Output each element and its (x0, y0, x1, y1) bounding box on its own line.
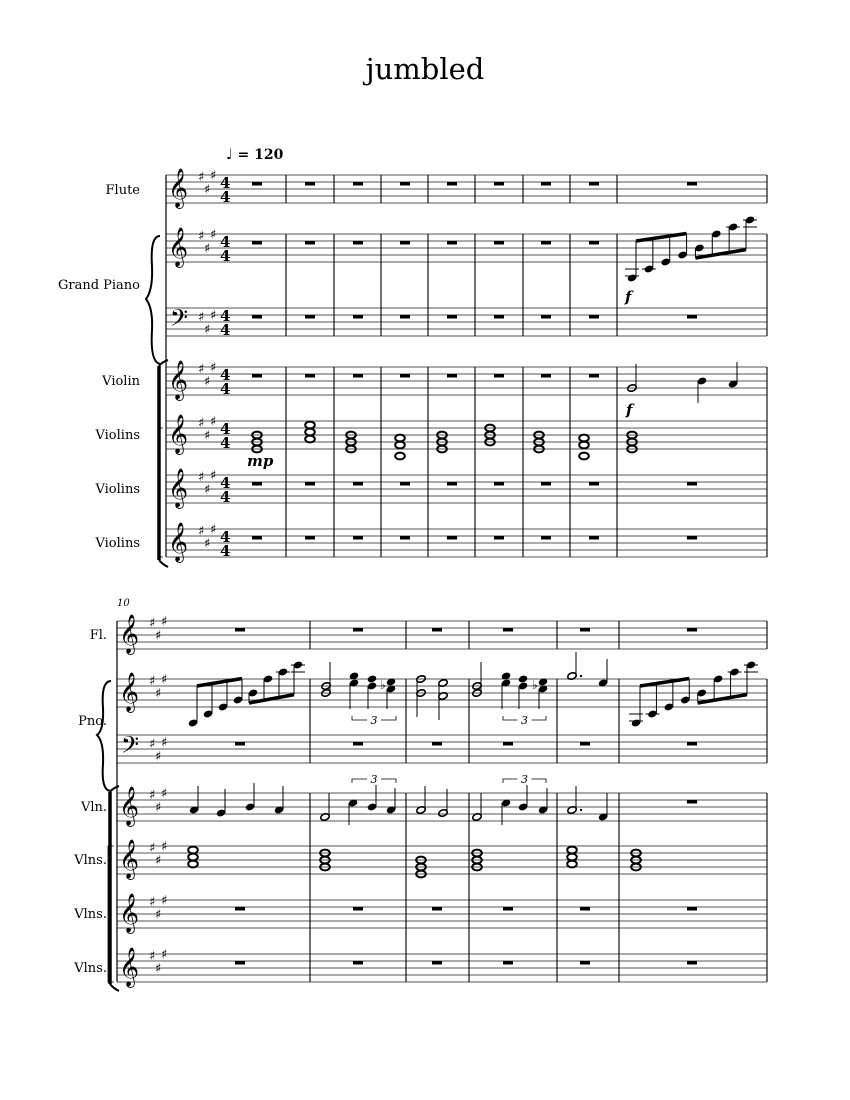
whole-rest-icon (541, 482, 551, 486)
whole-rest-icon (687, 536, 697, 540)
dynamic-f: f (626, 401, 633, 419)
whole-rest-icon (580, 742, 590, 746)
whole-rest-icon (447, 315, 457, 319)
whole-rest-icon (353, 182, 363, 186)
whole-rest-icon (503, 961, 513, 965)
dynamic-mp: mp (247, 452, 274, 470)
instrument-label-vlns-3: Vlns. (74, 961, 107, 976)
treble-clef-icon: 𝄞 (119, 893, 140, 933)
sharp-icon: ♯ (198, 170, 205, 185)
tempo-text: = 120 (237, 147, 284, 163)
sharp-icon: ♯ (149, 674, 156, 689)
note-head (518, 674, 528, 683)
whole-rest-icon (432, 628, 442, 632)
sharp-icon: ♯ (198, 524, 205, 539)
whole-note-icon (579, 435, 589, 442)
treble-clef-icon: 𝄞 (119, 614, 140, 654)
instrument-label-vlns-2: Vlns. (74, 907, 107, 922)
sharp-icon: ♯ (155, 749, 162, 765)
time-signature-top: 4 (220, 420, 231, 438)
whole-rest-icon (400, 182, 410, 186)
sharp-icon: ♯ (161, 839, 168, 855)
whole-rest-icon (687, 182, 697, 186)
sharp-icon: ♯ (204, 322, 211, 338)
time-signature-bottom: 4 (220, 380, 231, 398)
whole-rest-icon (353, 241, 363, 245)
whole-rest-icon (503, 628, 513, 632)
piano-brace-icon-2 (97, 681, 111, 791)
instrument-label-piano: Grand Piano (57, 278, 140, 293)
time-signature-top: 4 (220, 233, 231, 251)
sharp-icon: ♯ (149, 895, 156, 910)
time-signature-top: 4 (220, 307, 231, 325)
whole-note-icon (567, 861, 577, 868)
sharp-icon: ♯ (155, 686, 162, 702)
whole-rest-icon (494, 182, 504, 186)
whole-rest-icon (687, 482, 697, 486)
sharp-icon: ♯ (210, 168, 217, 184)
sharp-icon: ♯ (204, 482, 211, 498)
whole-note-icon (567, 854, 577, 861)
sharp-icon: ♯ (204, 241, 211, 257)
whole-rest-icon (353, 315, 363, 319)
whole-note-icon (579, 442, 589, 449)
whole-note-icon (188, 861, 198, 868)
whole-note-icon (188, 847, 198, 854)
sharp-icon: ♯ (149, 788, 156, 803)
sharp-icon: ♯ (198, 470, 205, 485)
whole-rest-icon (687, 800, 697, 804)
whole-rest-icon (494, 482, 504, 486)
whole-rest-icon (589, 182, 599, 186)
sharp-icon: ♯ (155, 853, 162, 869)
time-signature-top: 4 (220, 174, 231, 192)
whole-rest-icon (353, 907, 363, 911)
flat-icon: ♭ (532, 678, 538, 692)
whole-rest-icon (541, 315, 551, 319)
whole-rest-icon (687, 315, 697, 319)
time-signature-bottom: 4 (220, 488, 231, 506)
beam (249, 695, 294, 703)
time-signature-top: 4 (220, 474, 231, 492)
treble-clef-icon: 𝄞 (168, 168, 189, 208)
sharp-icon: ♯ (198, 362, 205, 377)
whole-rest-icon (235, 961, 245, 965)
sharp-icon: ♯ (204, 374, 211, 390)
treble-clef-icon: 𝄞 (168, 468, 189, 508)
quarter-note-icon: ♩ (226, 147, 233, 163)
time-signature-bottom: 4 (220, 188, 231, 206)
whole-rest-icon (353, 628, 363, 632)
sharp-icon: ♯ (210, 522, 217, 538)
sharp-icon: ♯ (155, 628, 162, 644)
sharp-icon: ♯ (210, 360, 217, 376)
sharp-icon: ♯ (210, 414, 217, 430)
instrument-label-vln: Vln. (80, 800, 107, 815)
whole-rest-icon (687, 628, 697, 632)
whole-rest-icon (252, 315, 262, 319)
bracket-bottom (159, 560, 168, 567)
treble-clef-icon: 𝄞 (168, 227, 189, 267)
whole-rest-icon (432, 907, 442, 911)
sharp-icon: ♯ (204, 428, 211, 444)
time-signature-top: 4 (220, 366, 231, 384)
whole-rest-icon (305, 482, 315, 486)
whole-rest-icon (305, 241, 315, 245)
treble-clef-icon: 𝄞 (168, 522, 189, 562)
whole-rest-icon (580, 961, 590, 965)
instrument-label-vlns-1: Vlns. (74, 853, 107, 868)
whole-rest-icon (305, 536, 315, 540)
whole-note-icon (305, 429, 315, 436)
whole-rest-icon (432, 961, 442, 965)
sharp-icon: ♯ (161, 614, 168, 630)
sharp-icon: ♯ (161, 672, 168, 688)
whole-rest-icon (589, 482, 599, 486)
piano-brace-icon (146, 236, 160, 364)
sharp-icon: ♯ (149, 616, 156, 631)
treble-clef-icon: 𝄞 (119, 672, 140, 712)
bass-clef-icon: 𝄢 (121, 731, 140, 764)
whole-rest-icon (687, 961, 697, 965)
whole-rest-icon (494, 241, 504, 245)
whole-rest-icon (687, 907, 697, 911)
whole-rest-icon (447, 536, 457, 540)
whole-note-icon (305, 422, 315, 429)
whole-rest-icon (494, 315, 504, 319)
time-signature-bottom: 4 (220, 321, 231, 339)
whole-rest-icon (541, 374, 551, 378)
whole-rest-icon (580, 907, 590, 911)
instrument-label-violins-1: Violins (95, 428, 140, 443)
instrument-label-violins-3: Violins (95, 536, 140, 551)
tuplet-number: 3 (521, 773, 528, 786)
whole-rest-icon (400, 536, 410, 540)
bracket-top-2 (110, 786, 119, 792)
whole-rest-icon (353, 961, 363, 965)
sharp-icon: ♯ (161, 947, 168, 963)
whole-rest-icon (447, 241, 457, 245)
beam (636, 234, 687, 242)
whole-rest-icon (353, 742, 363, 746)
whole-rest-icon (400, 241, 410, 245)
bass-clef-icon: 𝄢 (170, 304, 189, 337)
whole-rest-icon (541, 241, 551, 245)
dynamic-f: f (625, 288, 632, 306)
whole-note-icon (395, 435, 405, 442)
whole-rest-icon (541, 182, 551, 186)
whole-note-icon (579, 453, 589, 460)
sharp-icon: ♯ (210, 308, 217, 324)
whole-rest-icon (541, 536, 551, 540)
tuplet-number: 3 (370, 714, 378, 727)
treble-clef-icon: 𝄞 (168, 360, 189, 400)
whole-rest-icon (447, 182, 457, 186)
whole-rest-icon (580, 628, 590, 632)
note-head (367, 674, 377, 683)
whole-note-icon (395, 453, 405, 460)
whole-note-icon (188, 854, 198, 861)
sharp-icon: ♯ (204, 182, 211, 198)
sharp-icon: ♯ (155, 907, 162, 923)
treble-clef-icon: 𝄞 (168, 414, 189, 454)
time-signature-bottom: 4 (220, 542, 231, 560)
treble-clef-icon: 𝄞 (119, 839, 140, 879)
sharp-icon: ♯ (149, 737, 156, 752)
dot (580, 675, 582, 677)
whole-rest-icon (400, 315, 410, 319)
measure-number: 10 (117, 598, 130, 609)
instrument-label-pno: Pno. (78, 714, 107, 729)
sharp-icon: ♯ (149, 949, 156, 964)
sharp-icon: ♯ (155, 961, 162, 977)
whole-rest-icon (353, 374, 363, 378)
whole-rest-icon (494, 374, 504, 378)
whole-rest-icon (353, 536, 363, 540)
instrument-label-fl: Fl. (89, 628, 107, 643)
whole-rest-icon (687, 742, 697, 746)
whole-rest-icon (589, 241, 599, 245)
whole-rest-icon (252, 536, 262, 540)
sharp-icon: ♯ (155, 800, 162, 816)
treble-clef-icon: 𝄞 (119, 786, 140, 826)
sharp-icon: ♯ (210, 227, 217, 243)
whole-note-icon (567, 847, 577, 854)
bracket-bottom-2 (110, 984, 119, 991)
sharp-icon: ♯ (161, 786, 168, 802)
whole-rest-icon (503, 742, 513, 746)
sharp-icon: ♯ (161, 735, 168, 751)
instrument-label-violins-2: Violins (95, 482, 140, 497)
whole-rest-icon (432, 742, 442, 746)
dot (580, 809, 582, 811)
whole-rest-icon (400, 374, 410, 378)
whole-rest-icon (235, 628, 245, 632)
bracket-top (159, 360, 168, 366)
whole-rest-icon (252, 482, 262, 486)
whole-rest-icon (447, 482, 457, 486)
whole-rest-icon (305, 374, 315, 378)
whole-rest-icon (252, 182, 262, 186)
sharp-icon: ♯ (210, 468, 217, 484)
sharp-icon: ♯ (198, 310, 205, 325)
sharp-icon: ♯ (149, 841, 156, 856)
beam (695, 250, 746, 258)
sharp-icon: ♯ (198, 416, 205, 431)
whole-rest-icon (589, 374, 599, 378)
time-signature-top: 4 (220, 528, 231, 546)
sharp-icon: ♯ (204, 536, 211, 552)
whole-rest-icon (353, 482, 363, 486)
beam (698, 695, 747, 703)
whole-rest-icon (400, 482, 410, 486)
sharp-icon: ♯ (198, 229, 205, 244)
whole-rest-icon (305, 182, 315, 186)
whole-rest-icon (235, 742, 245, 746)
score-title: jumbled (365, 52, 485, 86)
whole-rest-icon (447, 374, 457, 378)
whole-rest-icon (494, 536, 504, 540)
whole-rest-icon (252, 241, 262, 245)
flat-icon: ♭ (380, 678, 386, 692)
whole-rest-icon (589, 536, 599, 540)
whole-rest-icon (503, 907, 513, 911)
whole-note-icon (395, 442, 405, 449)
instrument-label-flute: Flute (105, 183, 140, 198)
whole-rest-icon (589, 315, 599, 319)
tuplet-number: 3 (521, 714, 528, 727)
sharp-icon: ♯ (161, 893, 168, 909)
beam (640, 679, 689, 687)
time-signature-bottom: 4 (220, 434, 231, 452)
instrument-label-violin: Violin (102, 374, 140, 389)
whole-note-icon (305, 436, 315, 443)
time-signature-bottom: 4 (220, 247, 231, 265)
treble-clef-icon: 𝄞 (119, 947, 140, 987)
whole-rest-icon (252, 374, 262, 378)
beam (197, 679, 242, 687)
tuplet-number: 3 (370, 773, 378, 786)
whole-rest-icon (305, 315, 315, 319)
whole-rest-icon (235, 907, 245, 911)
